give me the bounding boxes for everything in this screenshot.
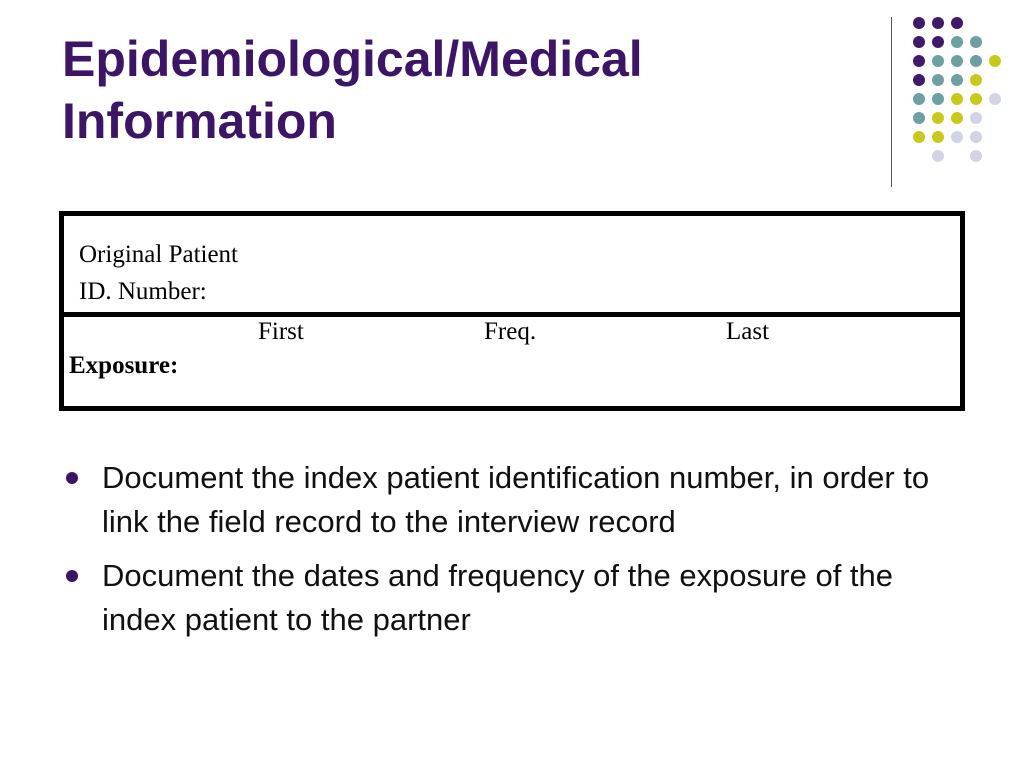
bullet-list — [66, 456, 966, 652]
dot — [932, 112, 944, 124]
dot — [951, 55, 963, 67]
dot — [970, 93, 982, 105]
dot — [913, 36, 925, 48]
bullet-text: Document the index patient identification number, in order to link the field record to the interview record — [102, 460, 930, 539]
dot — [970, 55, 982, 67]
dot — [970, 74, 982, 86]
divider-line — [891, 17, 892, 187]
dot — [989, 55, 1001, 67]
dot — [932, 74, 944, 86]
dot — [913, 55, 925, 67]
dot — [913, 112, 925, 124]
bullet-dot — [66, 570, 78, 582]
dot — [913, 17, 925, 29]
column-freq-label: Freq. — [484, 318, 537, 345]
bullet-text: Document the dates and frequency of the exposure of the index patient to the partner — [102, 558, 894, 637]
patient-id-label-line1: Original Patient — [79, 241, 238, 268]
bullet-dot — [66, 472, 78, 484]
dot — [970, 36, 982, 48]
dot — [913, 131, 925, 143]
column-first-label: First — [258, 318, 304, 345]
exposure-label: Exposure: — [69, 352, 179, 379]
dot — [932, 150, 944, 162]
dot — [951, 17, 963, 29]
dot — [951, 131, 963, 143]
dot — [932, 36, 944, 48]
dot — [989, 93, 1001, 105]
dot — [951, 93, 963, 105]
dot — [970, 150, 982, 162]
dot — [951, 112, 963, 124]
dot — [932, 131, 944, 143]
dot — [970, 131, 982, 143]
dot — [970, 112, 982, 124]
dot — [932, 17, 944, 29]
dot — [951, 74, 963, 86]
patient-id-label-line2: ID. Number: — [79, 278, 207, 305]
slide-title: Epidemiological/Medical Information — [62, 31, 643, 149]
bullet-item — [66, 554, 966, 642]
dot — [913, 74, 925, 86]
dot — [951, 36, 963, 48]
dot — [913, 93, 925, 105]
column-last-label: Last — [726, 318, 770, 345]
dot — [932, 93, 944, 105]
bullet-item — [66, 456, 966, 544]
dot — [932, 55, 944, 67]
